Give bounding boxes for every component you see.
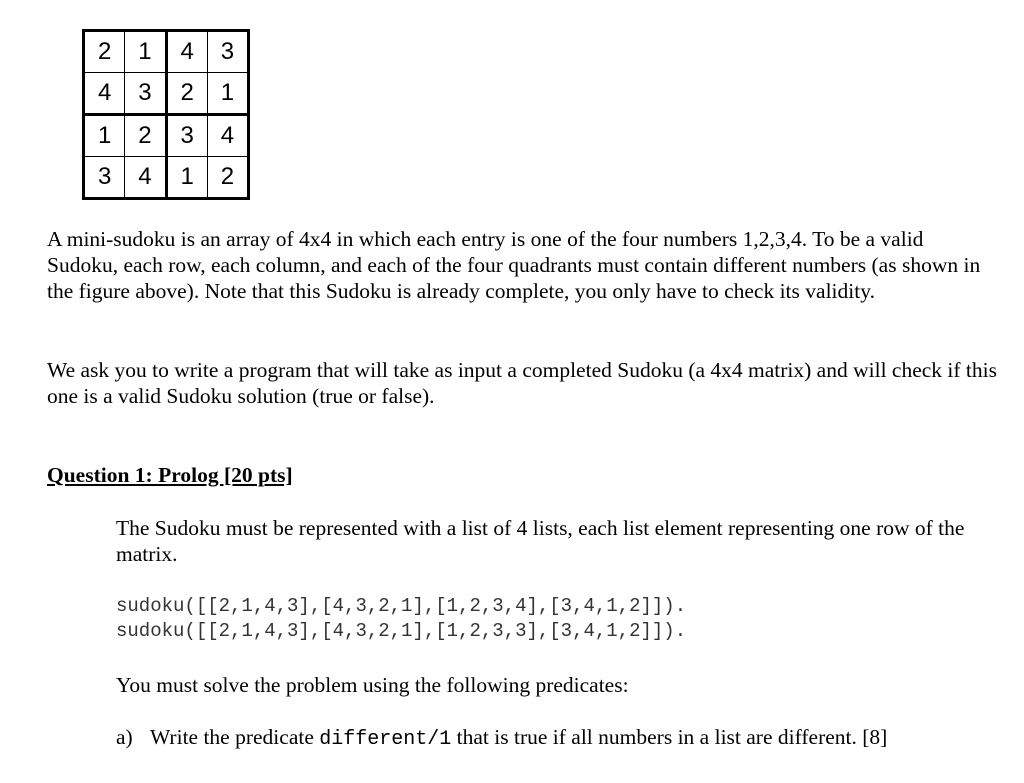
grid-cell: 2 [84,31,125,73]
item-text-after: that is true if all numbers in a list are different. [8] [456,725,888,749]
grid-cell: 4 [207,115,248,157]
grid-row [84,73,249,115]
grid-cell: 2 [125,115,166,157]
representation-paragraph: The Sudoku must be represented with a list of 4 lists, each list element representing one row of the matrix. [116,516,965,566]
item-text-before: Write the predicate [150,725,314,749]
sudoku-grid [82,29,250,200]
grid-cell: 2 [207,157,248,199]
question-heading: Question 1: Prolog [20 pts] [47,463,293,487]
intro-paragraph: A mini-sudoku is an array of 4x4 in which each entry is one of the four numbers 1,2,3,4. To be a valid Sudoku, each row, each column, and each of the four quadrants must contain different numbers (as shown in the figure above). Note that this Sudoku is already complete, you only have to check its validity. [47,227,981,303]
grid-cell: 3 [84,157,125,199]
grid-row [84,31,249,73]
task-paragraph: We ask you to write a program that will take as input a completed Sudoku (a 4x4 matrix) and will check if this one is a valid Sudoku solution (true or false). [47,358,997,408]
grid-cell: 4 [166,31,207,73]
grid-row [84,115,249,157]
grid-cell: 1 [84,115,125,157]
code-example-invalid: sudoku([[2,1,4,3],[4,3,2,1],[1,2,3,3],[3,4,1,2]]). [116,620,687,642]
grid-row [84,157,249,199]
code-example-valid: sudoku([[2,1,4,3],[4,3,2,1],[1,2,3,4],[3,4,1,2]]). [116,595,687,617]
grid-cell: 3 [166,115,207,157]
grid-cell: 2 [166,73,207,115]
grid-cell: 3 [125,73,166,115]
item-label: a) [116,725,133,749]
grid-cell: 1 [125,31,166,73]
grid-cell: 4 [84,73,125,115]
question-item-a [116,724,996,753]
grid-cell: 4 [125,157,166,199]
grid-cell: 3 [207,31,248,73]
grid-cell: 1 [207,73,248,115]
predicates-intro: You must solve the problem using the following predicates: [116,673,629,697]
grid-cell: 1 [166,157,207,199]
predicate-code: different/1 [319,728,452,751]
